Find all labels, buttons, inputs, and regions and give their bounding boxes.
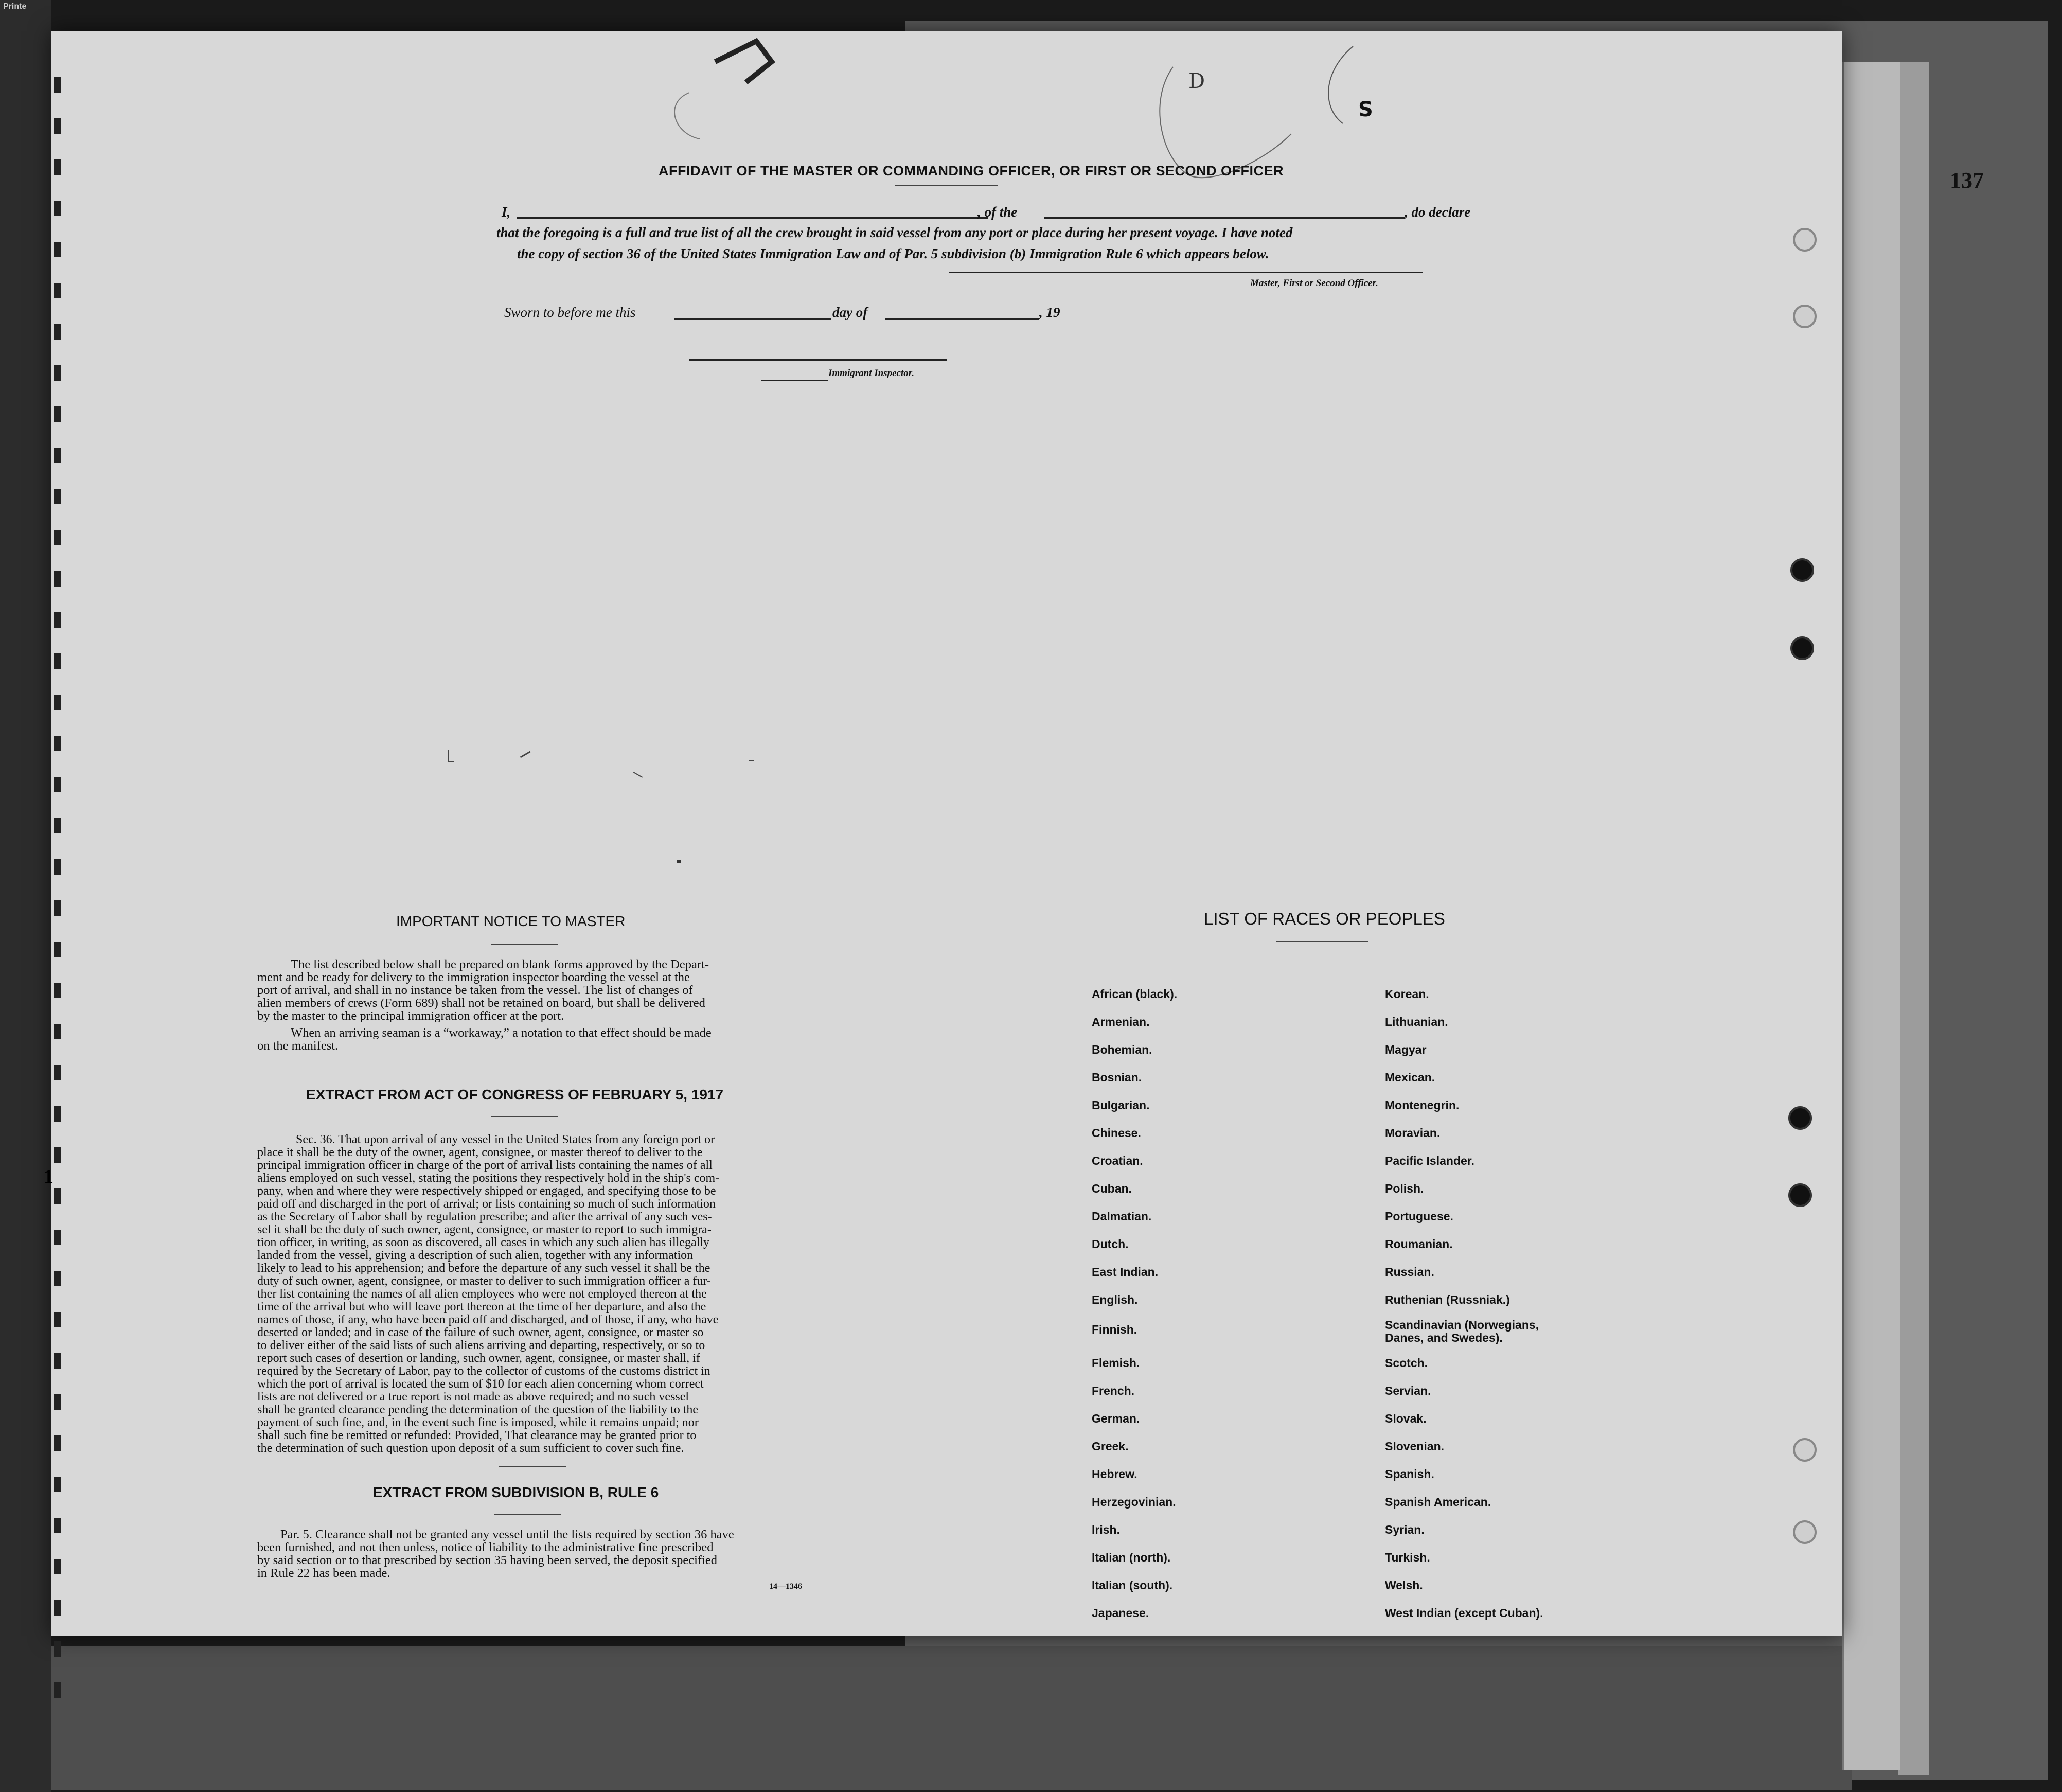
- race-item: Herzegovinian.: [1092, 1495, 1176, 1509]
- race-item: Japanese.: [1092, 1606, 1149, 1620]
- notice-p1-line: port of arrival, and shall in no instance be taken from the vessel. The list of changes of: [257, 983, 693, 997]
- margin-tick: [54, 1065, 61, 1080]
- race-item: Montenegrin.: [1385, 1098, 1460, 1112]
- affidavit-of-the-label: , of the: [977, 204, 1018, 220]
- races-title-rule: [1276, 941, 1368, 942]
- act-line: payment of such fine, and, in the event such fine is imposed, while it remains unpaid; nor: [257, 1416, 699, 1429]
- margin-tick: [54, 118, 61, 134]
- extract-act-title: EXTRACT FROM ACT OF CONGRESS OF FEBRUARY 5, 1917: [306, 1087, 724, 1103]
- act-line: tion officer, in writing, as soon as discovered, all cases in which any such alien has illegally: [257, 1236, 710, 1249]
- extract-act-end-rule: [499, 1466, 566, 1467]
- margin-tick: [54, 1477, 61, 1492]
- inspector-label: Immigrant Inspector.: [828, 368, 914, 379]
- race-item: Korean.: [1385, 987, 1429, 1001]
- binder-hole: [1793, 1438, 1817, 1462]
- race-item: Servian.: [1385, 1384, 1431, 1397]
- race-item: West Indian (except Cuban).: [1385, 1606, 1543, 1620]
- race-item: French.: [1092, 1384, 1135, 1397]
- margin-tick: [54, 530, 61, 545]
- notice-p1-line: alien members of crews (Form 689) shall not be retained on board, but shall be delivered: [257, 996, 705, 1010]
- margin-tick: [54, 242, 61, 257]
- race-item: German.: [1092, 1412, 1140, 1425]
- act-line: as the Secretary of Labor shall by regulation prescribe; and after the arrival of any such ves-: [257, 1210, 712, 1223]
- act-line: ther list containing the names of all alien employees who were not employed thereon at the: [257, 1287, 707, 1301]
- race-item: Irish.: [1092, 1523, 1120, 1536]
- margin-tick: [54, 1147, 61, 1163]
- page-edge-tab: [1842, 62, 1900, 1770]
- race-item: East Indian.: [1092, 1265, 1159, 1279]
- sworn-day-of-label: day of: [832, 305, 868, 320]
- race-item: Croatian.: [1092, 1154, 1143, 1167]
- act-line: which the port of arrival is located the sum of $10 for each alien concerning whom correct: [257, 1377, 704, 1391]
- binder-hole: [1793, 305, 1817, 328]
- affidavit-declare-label: , do declare: [1405, 204, 1471, 220]
- rule-line: in Rule 22 has been made.: [257, 1566, 390, 1580]
- margin-tick: [54, 77, 61, 93]
- act-line: pany, when and where they were respectively shipped or engaged, and specifying those to be: [257, 1184, 716, 1198]
- race-item: Mexican.: [1385, 1071, 1435, 1084]
- margin-tick: [54, 1435, 61, 1451]
- notice-p2-line: When an arriving seaman is a “workaway,” a notation to that effect should be made: [291, 1026, 712, 1040]
- vessel-name-blank[interactable]: [1044, 217, 1405, 219]
- act-line: lists are not delivered or a true report is not made as above required; and no such vessel: [257, 1390, 689, 1404]
- sworn-prefix: Sworn to before me this: [504, 305, 636, 320]
- act-line: principal immigration officer in charge of the port of arrival lists containing the names of all: [257, 1159, 713, 1172]
- margin-tick: [54, 201, 61, 216]
- binder-hole: [1788, 1106, 1812, 1130]
- act-line: report such cases of desertion or landing, such owner, agent, consignee, or master shall, if: [257, 1352, 700, 1365]
- race-item: Dalmatian.: [1092, 1210, 1152, 1223]
- race-item: Portuguese.: [1385, 1210, 1453, 1223]
- race-item: English.: [1092, 1293, 1138, 1306]
- extract-rule-title: EXTRACT FROM SUBDIVISION B, RULE 6: [373, 1484, 659, 1500]
- handwritten-s-mark: S: [1358, 98, 1373, 121]
- race-item: Armenian.: [1092, 1015, 1150, 1028]
- margin-tick: [54, 1394, 61, 1410]
- race-item: Chinese.: [1092, 1126, 1141, 1140]
- margin-tick: [54, 1559, 61, 1574]
- sworn-month-blank[interactable]: [885, 318, 1039, 320]
- notice-p2-line: on the manifest.: [257, 1039, 339, 1053]
- binder-hole: [1790, 558, 1814, 582]
- margin-tick: [54, 612, 61, 628]
- corner-label: Printe: [3, 2, 27, 11]
- race-item: Slovak.: [1385, 1412, 1427, 1425]
- act-line: shall such fine be remitted or refunded: Provided, That clearance may be granted prior to: [257, 1429, 697, 1442]
- margin-tick: [54, 1353, 61, 1369]
- extract-rule-body: [257, 1528, 828, 1580]
- page-number: 137: [1950, 168, 1984, 193]
- race-item: Turkish.: [1385, 1551, 1430, 1564]
- act-line: Sec. 36. That upon arrival of any vessel in the United States from any foreign port or: [296, 1133, 715, 1146]
- margin-tick: [54, 406, 61, 422]
- act-line: likely to lead to his apprehension; and before the departure of any such vessel it shall be the: [257, 1262, 710, 1275]
- act-line: sel it shall be the duty of such owner, agent, consignee, or master to report to such immigra-: [257, 1223, 712, 1236]
- race-item: Spanish.: [1385, 1467, 1434, 1481]
- notice-title: IMPORTANT NOTICE TO MASTER: [396, 913, 626, 929]
- margin-tick: [54, 365, 61, 381]
- margin-tick: [54, 736, 61, 751]
- margin-tick: [54, 571, 61, 587]
- rule-line: by said section or to that prescribed by section 35 having been served, the deposit specified: [257, 1553, 717, 1567]
- handwritten-d-mark: D: [1188, 69, 1205, 93]
- margin-tick: [54, 983, 61, 998]
- race-item: Lithuanian.: [1385, 1015, 1448, 1028]
- stray-mark: [633, 772, 643, 778]
- inspector-prefix-blank[interactable]: [761, 380, 828, 381]
- extract-act-body: [257, 1133, 828, 1455]
- binder-hole: [1790, 636, 1814, 660]
- margin-tick: [54, 1600, 61, 1616]
- race-item: Spanish American.: [1385, 1495, 1491, 1509]
- margin-tick: [54, 777, 61, 792]
- race-item: Flemish.: [1092, 1356, 1140, 1370]
- margin-tick: [54, 900, 61, 916]
- affidavit-title: AFFIDAVIT OF THE MASTER OR COMMANDING OFFICER, OR FIRST OR SECOND OFFICER: [659, 163, 1284, 179]
- race-item: Welsh.: [1385, 1578, 1423, 1592]
- notice-p1-line: The list described below shall be prepared on blank forms approved by the Depart-: [291, 957, 709, 971]
- page-edge-strip: [1898, 62, 1929, 1775]
- act-line: aliens employed on such vessel, stating the positions they respectively hold in the ship's com-: [257, 1172, 720, 1185]
- affidavit-i-label: I,: [502, 204, 511, 220]
- stray-mark: [749, 760, 754, 761]
- margin-tick: [54, 1641, 61, 1657]
- margin-tick: [54, 1312, 61, 1327]
- race-item: Hebrew.: [1092, 1467, 1137, 1481]
- background-page-edge: [21, 1646, 1852, 1790]
- race-item: Bulgarian.: [1092, 1098, 1150, 1112]
- race-item: Greek.: [1092, 1440, 1129, 1453]
- inspector-signature-blank[interactable]: [689, 359, 947, 361]
- margin-tick: [54, 324, 61, 340]
- race-item: Scandinavian (Norwegians, Danes, and Swedes).: [1385, 1318, 1539, 1344]
- race-item: African (black).: [1092, 987, 1178, 1001]
- margin-tick: [54, 695, 61, 710]
- margin-tick: [54, 1188, 61, 1204]
- race-item: Dutch.: [1092, 1237, 1129, 1251]
- race-item: Polish.: [1385, 1182, 1424, 1195]
- act-line: landed from the vessel, giving a description of such alien, together with any information: [257, 1249, 694, 1262]
- race-item: Scotch.: [1385, 1356, 1428, 1370]
- affidavit-line-3: the copy of section 36 of the United States Immigration Law and of Par. 5 subdivision (b) Immigration Rule 6 which appears below.: [517, 246, 1269, 261]
- notice-title-rule: [491, 944, 558, 945]
- form-number: 14—1346: [769, 1582, 802, 1591]
- act-line: names of those, if any, who have been paid off and discharged, and of those, if any, who have: [257, 1313, 719, 1326]
- race-item: Italian (north).: [1092, 1551, 1171, 1564]
- margin-tick: [54, 1024, 61, 1039]
- race-item: Ruthenian (Russniak.): [1385, 1293, 1510, 1306]
- act-line: the determination of such question upon deposit of a sum sufficient to cover such fine.: [257, 1442, 684, 1455]
- rule-line: been furnished, and not then unless, notice of liability to the administrative fine prescribed: [257, 1540, 714, 1554]
- document-page: [51, 31, 1842, 1636]
- stray-mark: [677, 860, 681, 863]
- extract-act-title-rule: [491, 1116, 558, 1117]
- margin-tick: [54, 1682, 61, 1698]
- affidavit-title-rule: [895, 185, 998, 186]
- stray-mark: [448, 750, 454, 762]
- act-line: duty of such owner, agent, consignee, or master to deliver to such immigration officer a fur-: [257, 1274, 711, 1288]
- race-item: Bohemian.: [1092, 1043, 1152, 1056]
- master-signature-label: Master, First or Second Officer.: [1250, 278, 1378, 289]
- affidavit-line-2: that the foregoing is a full and true list of all the crew brought in said vessel from any port or place during her present voyage. I have noted: [496, 225, 1293, 240]
- act-line: shall be granted clearance pending the determination of the question of the liability to the: [257, 1403, 699, 1416]
- act-line: to deliver either of the said lists of such aliens arriving and departing, respectively, or so to: [257, 1339, 705, 1352]
- race-item: Russian.: [1385, 1265, 1434, 1279]
- extract-rule-title-rule: [494, 1514, 561, 1515]
- act-line: time of the arrival but who will leave port thereon at the time of her departure, and also the: [257, 1300, 706, 1314]
- act-line: paid off and discharged in the port of arrival; or lists containing so much of such information: [257, 1197, 716, 1211]
- left-binding-margin: [0, 0, 51, 1792]
- race-item: Cuban.: [1092, 1182, 1132, 1195]
- binder-hole: [1793, 1520, 1817, 1544]
- margin-tick: [54, 1230, 61, 1245]
- race-item: Magyar: [1385, 1043, 1427, 1056]
- race-item: Pacific Islander.: [1385, 1154, 1474, 1167]
- act-line: deserted or landed; and in case of the failure of such owner, agent, consignee, or master so: [257, 1326, 704, 1339]
- margin-tick: [54, 859, 61, 875]
- sworn-year-label: , 19: [1039, 305, 1060, 320]
- margin-tick: [54, 653, 61, 669]
- margin-tick: [54, 1106, 61, 1122]
- margin-tick: [54, 1518, 61, 1533]
- notice-paragraph-1: [257, 958, 828, 1022]
- race-item: Syrian.: [1385, 1523, 1425, 1536]
- race-item: Bosnian.: [1092, 1071, 1142, 1084]
- margin-tick: [54, 1271, 61, 1286]
- rule-line: Par. 5. Clearance shall not be granted any vessel until the lists required by section 36 have: [280, 1528, 734, 1541]
- races-title: LIST OF RACES OR PEOPLES: [1204, 909, 1445, 928]
- margin-tick: [54, 942, 61, 957]
- margin-tick: [54, 159, 61, 175]
- stray-mark: [520, 751, 531, 758]
- act-line: required by the Secretary of Labor, pay to the collector of customs of the customs district in: [257, 1364, 710, 1378]
- binder-hole: [1793, 228, 1817, 252]
- binder-hole: [1788, 1183, 1812, 1207]
- master-name-blank[interactable]: [517, 217, 988, 219]
- race-item: Finnish.: [1092, 1323, 1137, 1336]
- margin-digit: 1: [44, 1166, 54, 1187]
- race-item: Italian (south).: [1092, 1578, 1173, 1592]
- race-item: Slovenian.: [1385, 1440, 1445, 1453]
- master-signature-blank[interactable]: [949, 272, 1423, 273]
- sworn-day-blank[interactable]: [674, 318, 831, 320]
- notice-paragraph-2: [257, 1026, 828, 1052]
- margin-tick: [54, 448, 61, 463]
- margin-tick: [54, 818, 61, 833]
- notice-p1-line: ment and be ready for delivery to the immigration inspector boarding the vessel at the: [257, 970, 690, 984]
- notice-p1-line: by the master to the principal immigration officer at the port.: [257, 1009, 564, 1023]
- margin-tick: [54, 283, 61, 298]
- race-item: Moravian.: [1385, 1126, 1441, 1140]
- race-item: Roumanian.: [1385, 1237, 1453, 1251]
- margin-tick: [54, 489, 61, 504]
- act-line: place it shall be the duty of the owner, agent, consignee, or master thereof to deliver to the: [257, 1146, 703, 1159]
